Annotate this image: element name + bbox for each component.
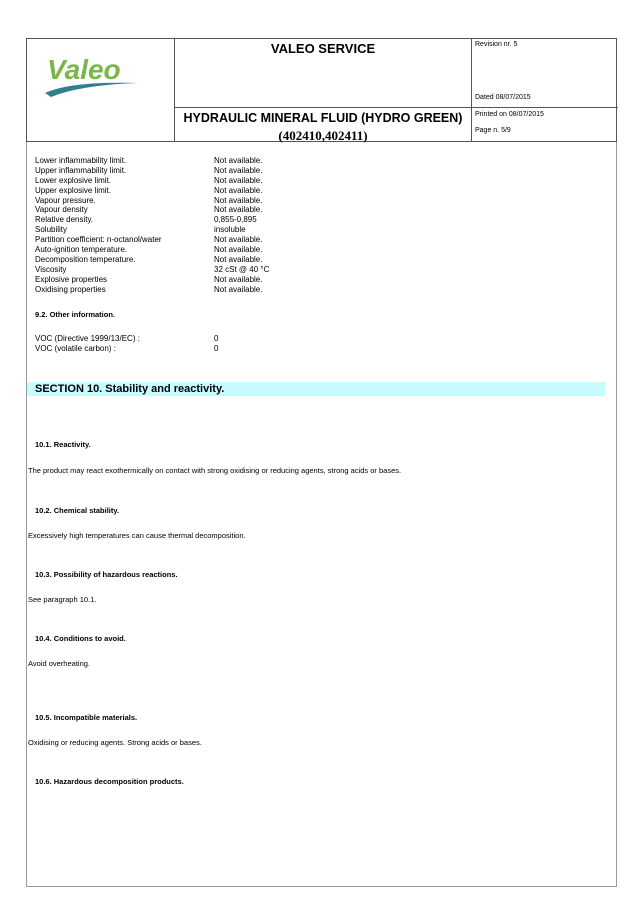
property-value: Not available. [214,284,263,294]
printed-on: Printed on 08/07/2015 [475,111,544,118]
property-label: Lower inflammability limit. [35,156,127,165]
section-title: SECTION 10. Stability and reactivity. [35,383,225,395]
product-codes: (402410,402411) [278,128,368,143]
decomposition-products-heading: 10.6. Hazardous decomposition products. [35,777,184,786]
reactivity-heading: 10.1. Reactivity. [35,440,91,449]
voc-label: VOC (volatile carbon) : [35,343,116,353]
property-value: Not available. [214,274,263,284]
other-information-heading: 9.2. Other information. [35,310,116,319]
property-label: Vapour density [35,205,88,215]
property-value: Not available. [214,185,263,195]
voc-value: 0 [214,334,219,343]
property-label: Oxidising properties [35,284,106,294]
property-value: Not available. [214,235,263,245]
dated: Dated 08/07/2015 [475,94,531,101]
property-label: Explosive properties [35,274,108,284]
property-value: Not available. [214,156,263,165]
property-label: Decomposition temperature. [35,254,136,264]
property-value: 32 cSt @ 40 °C [214,264,270,274]
valeo-logo [41,49,141,99]
revision-number: Revision nr. 5 [475,41,518,48]
hazardous-reactions-heading: 10.3. Possibility of hazardous reactions. [35,570,178,579]
property-label: Viscosity [35,264,67,274]
conditions-to-avoid-text: Avoid overheating. [28,659,90,668]
property-label: Auto-ignition temperature. [35,245,128,255]
property-label: Upper inflammability limit. [35,165,127,175]
conditions-to-avoid-heading: 10.4. Conditions to avoid. [35,634,126,643]
header-divider-horizontal [174,107,618,108]
property-value: insoluble [214,225,246,235]
hazardous-reactions-text: See paragraph 10.1. [28,595,97,604]
section-10-header [27,382,605,396]
property-value: Not available. [214,175,263,185]
company-name: VALEO SERVICE [270,41,376,56]
property-value: Not available. [214,165,263,175]
property-value: 0,855-0,895 [214,215,257,225]
voc-label: VOC (Directive 1999/13/EC) : [35,334,140,343]
page-number: Page n. 5/9 [475,127,511,134]
property-label: Lower explosive limit. [35,175,112,185]
property-label: Solubility [35,225,68,235]
header-divider-right [471,39,472,141]
property-value: Not available. [214,254,263,264]
voc-value: 0 [214,343,219,353]
svg-text:Valeo: Valeo [47,54,121,85]
incompatible-materials-heading: 10.5. Incompatible materials. [35,713,138,722]
chemical-stability-text: Excessively high temperatures can cause thermal decomposition. [28,531,246,540]
property-value: Not available. [214,245,263,255]
property-label: Vapour pressure. [35,195,96,205]
property-value: Not available. [214,195,263,205]
property-label: Upper explosive limit. [35,185,112,195]
document-header [26,38,617,142]
product-name: HYDRAULIC MINERAL FLUID (HYDRO GREEN) [183,111,463,125]
property-label: Partition coefficient: n-octanol/water [35,235,162,245]
property-value: Not available. [214,205,263,215]
chemical-stability-heading: 10.2. Chemical stability. [35,506,120,515]
property-label: Relative density. [35,215,94,225]
incompatible-materials-text: Oxidising or reducing agents. Strong acids or bases. [28,738,202,747]
reactivity-text: The product may react exothermically on contact with strong oxidising or reducing agents, strong acids or bases. [28,466,402,475]
